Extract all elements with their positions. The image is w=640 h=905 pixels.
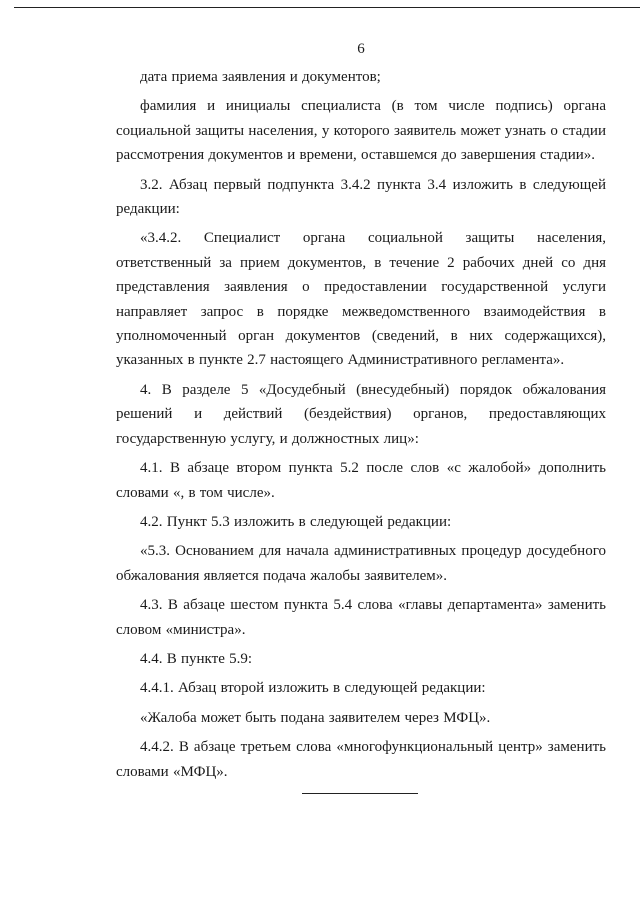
paragraph-4-4: 4.4. В пункте 5.9:	[140, 650, 253, 667]
paragraph-3-4-2-quote: «3.4.2. Специалист органа социальной защиты населения, ответственный за прием документов, в течение 2 рабочих дней со дня представления заявления о предоставлении государственной услуги направляет запрос в порядке межведомственного взаимодействия в уполномоченный орган документов (сведений, в них содержащихся), указанных в пункте 2.7 настоящего Административного регламента».	[116, 230, 606, 369]
paragraph-intake-date: дата приема заявления и документов;	[140, 69, 381, 85]
end-of-text-rule	[302, 793, 418, 794]
top-border-line	[14, 7, 640, 8]
paragraph-3-2: 3.2. Абзац первый подпункта 3.4.2 пункта 3.4 изложить в следующей редакции:	[116, 176, 606, 218]
paragraph-4-4-1: 4.4.1. Абзац второй изложить в следующей редакции:	[140, 680, 486, 697]
paragraph-5-3-quote: «5.3. Основанием для начала административных процедур досудебного обжалования является подача жалобы заявителем».	[116, 543, 606, 584]
paragraph-4-1: 4.1. В абзаце втором пункта 5.2 после слов «с жалобой» дополнить словами «, в том числе».	[116, 460, 606, 501]
paragraph-complaint-quote: «Жалоба может быть подана заявителем через МФЦ».	[140, 709, 491, 726]
paragraph-4-2: 4.2. Пункт 5.3 изложить в следующей редакции:	[140, 513, 452, 530]
paragraph-4: 4. В разделе 5 «Досудебный (внесудебный) порядок обжалования решений и действий (бездействия) органов, предоставляющих государственную услугу, и должностных лиц»:	[116, 381, 606, 447]
paragraph-4-4-2: 4.4.2. В абзаце третьем слова «многофункциональный центр» заменить словами «МФЦ».	[116, 739, 606, 780]
paragraph-specialist-name: фамилия и инициалы специалиста (в том числе подпись) органа социальной защиты населения, у которого заявитель может узнать о стадии рассмотрения документов и времени, оставшемся до завершения стадии».	[116, 98, 606, 164]
document-page	[116, 30, 606, 789]
page-number: 6	[357, 41, 365, 57]
paragraph-4-3: 4.3. В абзаце шестом пункта 5.4 слова «главы департамента» заменить словом «министра».	[116, 597, 606, 638]
